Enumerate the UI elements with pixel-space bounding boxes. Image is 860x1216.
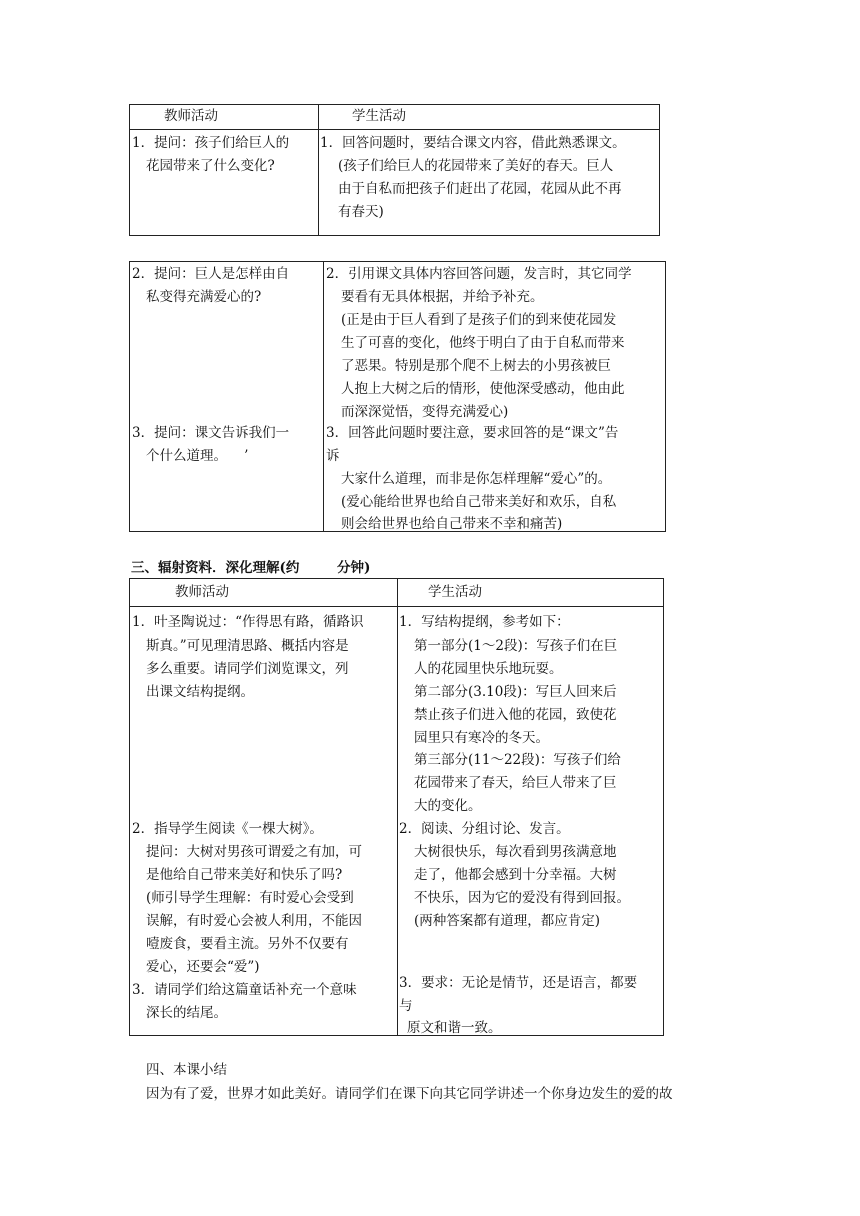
cell-text: 有春天) bbox=[338, 204, 384, 220]
cell-text: 1．回答问题时，要结合课文内容，借此熟悉课文。 bbox=[320, 135, 626, 151]
cell-text: 大的变化。 bbox=[414, 798, 482, 814]
cell-text: 由于自私而把孩子们赶出了花园，花园从此不再 bbox=[338, 181, 622, 197]
cell-text: 而深深觉悟，变得充满爱心) bbox=[341, 404, 509, 420]
cell-text: (孩子们给巨人的花园带来了美好的春天。巨人 bbox=[338, 158, 614, 174]
cell-text: 斯真。”可见理清思路、概括内容是 bbox=[146, 638, 349, 654]
cell-text: 原文和谐一致。 bbox=[407, 1020, 502, 1036]
section-heading: 三、辐射资料．深化理解(约 分钟) bbox=[131, 560, 371, 576]
cell-text: 1．提问：孩子们给巨人的 bbox=[132, 135, 290, 151]
cell-text: 诉 bbox=[326, 448, 340, 464]
table-1 bbox=[129, 104, 660, 236]
cell-text: 生了可喜的变化，他终于明白了由于自私而带来 bbox=[341, 335, 625, 351]
section-heading: 四、本课小结 bbox=[146, 1062, 227, 1078]
cell-text: 多么重要。请同学们浏览课文，列 bbox=[146, 661, 349, 677]
cell-text: (两种答案都有道理，都应肯定) bbox=[414, 913, 601, 929]
cell-text: 人抱上大树之后的情形，使他深受感动，他由此 bbox=[341, 381, 625, 397]
cell-text: 园里只有寒冷的冬天。 bbox=[414, 730, 549, 746]
summary-paragraph: 因为有了爱，世界才如此美好。请同学们在课下向其它同学讲述一个你身边发生的爱的故 bbox=[146, 1086, 673, 1102]
cell-text: 不快乐，因为它的爱没有得到回报。 bbox=[414, 890, 630, 906]
cell-text: 3．回答此问题时要注意，要求回答的是“课文”告 bbox=[326, 425, 619, 441]
cell-text: 2．引用课文具体内容回答问题，发言时，其它同学 bbox=[326, 266, 632, 282]
cell-text: 私变得充满爱心的? bbox=[146, 289, 262, 305]
cell-text: 要看有无具体根据，并给予补充。 bbox=[341, 289, 544, 305]
cell-text: 人的花园里快乐地玩耍。 bbox=[414, 661, 563, 677]
cell-text: 深长的结尾。 bbox=[146, 1005, 227, 1021]
cell-text: (师引导学生理解：有时爱心会受到 bbox=[146, 890, 354, 906]
cell-text: (正是由于巨人看到了是孩子们的到来使花园发 bbox=[341, 312, 617, 328]
cell-text: 3．要求：无论是情节，还是语言，都要 bbox=[399, 975, 638, 991]
student-activity-header: 学生活动 bbox=[428, 584, 482, 600]
cell-text: 了恶果。特别是那个爬不上树去的小男孩被巨 bbox=[341, 358, 611, 374]
cell-text: (爱心能给世界也给自己带来美好和欢乐，自私 bbox=[341, 494, 617, 510]
cell-text: 花园带来了春天，给巨人带来了巨 bbox=[414, 775, 617, 791]
cell-text: 大家什么道理，而非是你怎样理解“爱心”的。 bbox=[341, 471, 612, 487]
cell-text: 1．叶圣陶说过：“作得思有路，循路识 bbox=[132, 614, 364, 630]
cell-text: 与 bbox=[399, 998, 413, 1014]
cell-text: 是他给自己带来美好和快乐了吗? bbox=[146, 867, 343, 883]
cell-text: 出课文结构提纲。 bbox=[146, 684, 254, 700]
teacher-activity-header: 教师活动 bbox=[164, 108, 218, 124]
table-2 bbox=[129, 261, 666, 532]
cell-text: 第二部分(3.10段)：写巨人回来后 bbox=[414, 684, 617, 700]
cell-text: 3．请同学们给这篇童话补充一个意味 bbox=[132, 982, 357, 998]
cell-text: 2．指导学生阅读《一棵大树》。 bbox=[132, 821, 323, 837]
cell-text: 1．写结构提纲，参考如下： bbox=[399, 614, 570, 630]
cell-text: 走了，他都会感到十分幸福。大树 bbox=[414, 867, 617, 883]
table-divider bbox=[318, 105, 319, 235]
table-3 bbox=[129, 578, 664, 1036]
cell-text: 噎废食，要看主流。另外不仅要有 bbox=[146, 936, 349, 952]
cell-text: 花园带来了什么变化? bbox=[146, 158, 275, 174]
table-divider bbox=[130, 606, 663, 607]
teacher-activity-header: 教师活动 bbox=[175, 584, 229, 600]
cell-text: 2．提问：巨人是怎样由自 bbox=[132, 266, 290, 282]
student-activity-header: 学生活动 bbox=[352, 108, 406, 124]
table-divider bbox=[130, 129, 659, 130]
cell-text: 提问：大树对男孩可谓爱之有加，可 bbox=[146, 844, 362, 860]
table-divider bbox=[397, 579, 398, 1035]
cell-text: 第一部分(1～2段)：写孩子们在巨 bbox=[414, 638, 618, 654]
cell-text: 大树很快乐，每次看到男孩满意地 bbox=[414, 844, 617, 860]
cell-text: 爱心，还要会“爱”) bbox=[146, 959, 260, 975]
cell-text: 个什么道理。 ’ bbox=[146, 448, 249, 464]
cell-text: 禁止孩子们进入他的花园，致使花 bbox=[414, 707, 617, 723]
cell-text: 3．提问：课文告诉我们一 bbox=[132, 425, 290, 441]
cell-text: 第三部分(11～22段)：写孩子们给 bbox=[414, 752, 621, 768]
table-divider bbox=[323, 262, 324, 531]
cell-text: 2．阅读、分组讨论、发言。 bbox=[399, 821, 570, 837]
cell-text: 则会给世界也给自己带来不幸和痛苦) bbox=[341, 516, 563, 532]
cell-text: 误解，有时爱心会被人利用，不能因 bbox=[146, 913, 362, 929]
